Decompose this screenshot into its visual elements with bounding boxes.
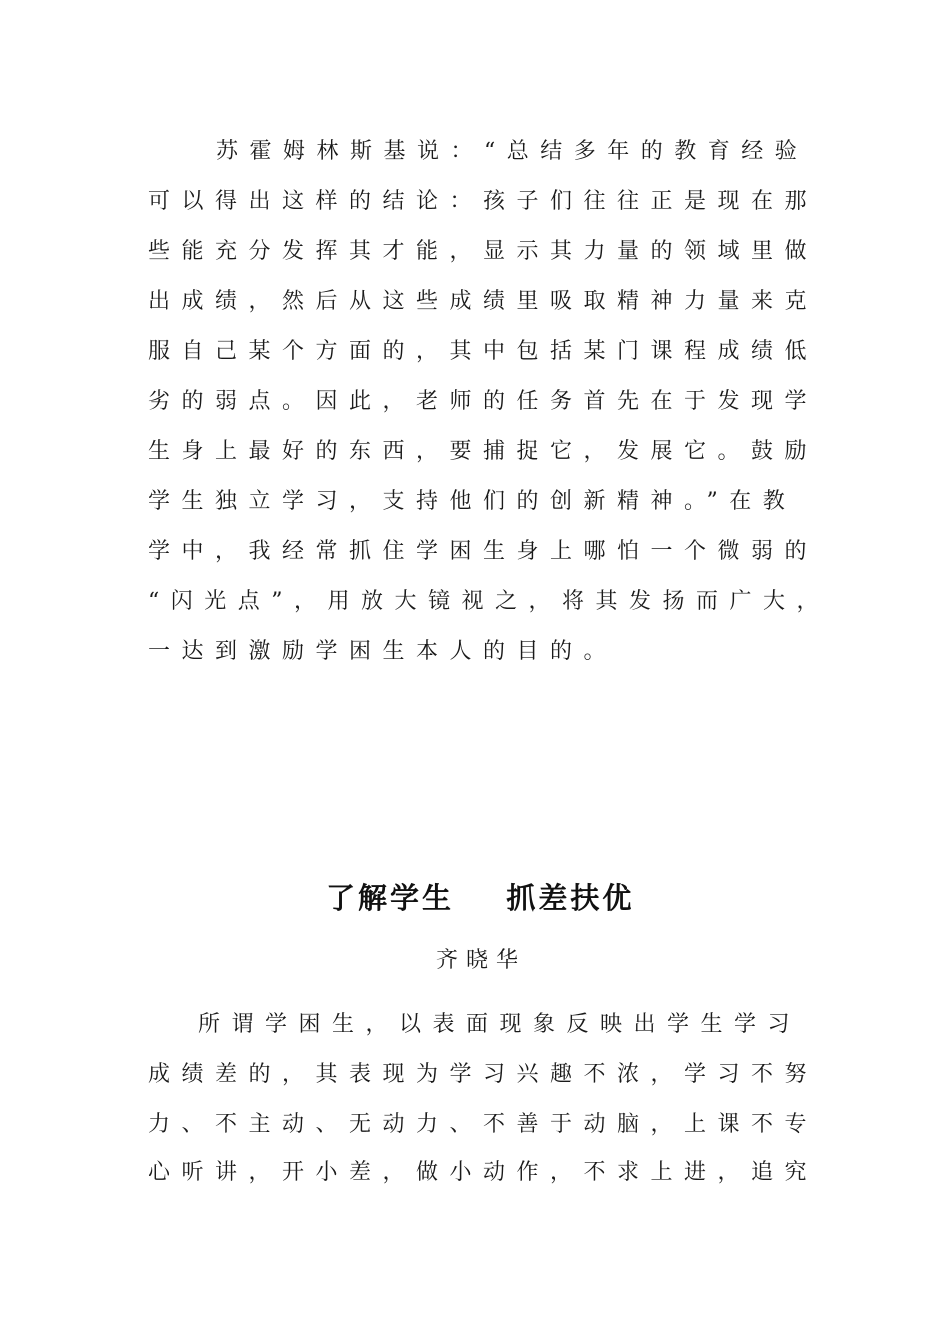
paragraph-line: 学中，我经常抓住学困生身上哪怕一个微弱的 bbox=[148, 539, 819, 564]
paragraph-line: 服自己某个方面的，其中包括某门课程成绩低 bbox=[148, 339, 819, 364]
article-author: 齐晓华 bbox=[436, 948, 527, 973]
paragraph-line: 出成绩，然后从这些成绩里吸取精神力量来克 bbox=[148, 289, 819, 314]
paragraph-line: 心听讲，开小差，做小动作，不求上进，追究 bbox=[148, 1160, 819, 1185]
paragraph-line: 力、不主动、无动力、不善于动脑，上课不专 bbox=[148, 1112, 819, 1137]
paragraph-line: 苏霍姆林斯基说：“总结多年的教育经验 bbox=[216, 139, 809, 164]
paragraph-line: 成绩差的，其表现为学习兴趣不浓，学习不努 bbox=[148, 1062, 819, 1087]
paragraph-line: 所谓学困生，以表面现象反映出学生学习 bbox=[198, 1012, 802, 1037]
paragraph-line: 可以得出这样的结论：孩子们往往正是现在那 bbox=[148, 189, 819, 214]
paragraph-line: 劣的弱点。因此，老师的任务首先在于发现学 bbox=[148, 389, 819, 414]
paragraph-line: “闪光点”，用放大镜视之，将其发扬而广大， bbox=[148, 589, 830, 614]
paragraph-line: 一达到激励学困生本人的目的。 bbox=[148, 639, 618, 664]
paragraph-line: 学生独立学习，支持他们的创新精神。”在教 bbox=[148, 489, 797, 514]
article-title: 了解学生 抓差扶优 bbox=[326, 881, 635, 915]
paragraph-line: 些能充分发挥其才能，显示其力量的领域里做 bbox=[148, 239, 819, 264]
paragraph-line: 生身上最好的东西，要捕捉它，发展它。鼓励 bbox=[148, 439, 819, 464]
